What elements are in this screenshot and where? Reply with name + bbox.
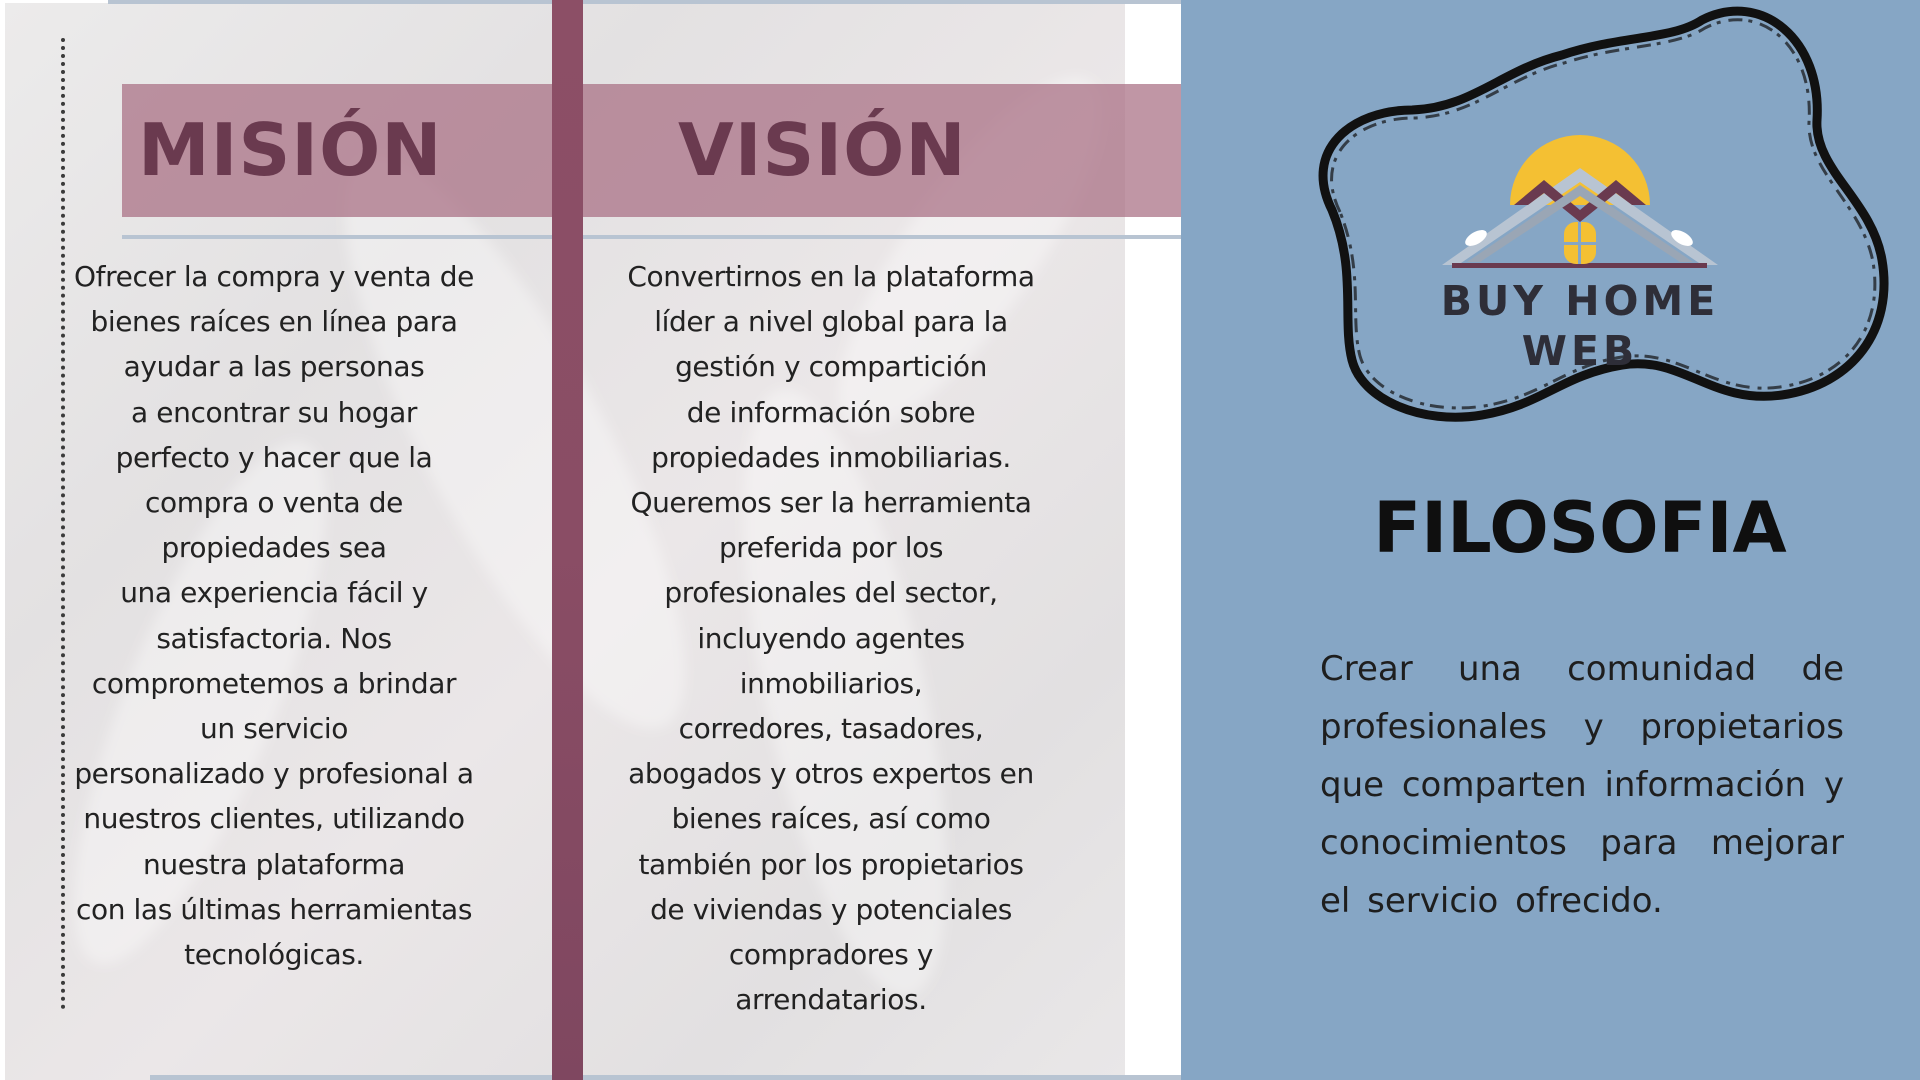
- mision-line: personalizado y profesional a: [74, 757, 474, 791]
- vision-line: gestión y compartición: [675, 350, 987, 384]
- mision-line: comprometemos a brindar: [91, 666, 457, 700]
- vision-line: de información sobre: [686, 395, 976, 429]
- mision-line: perfecto y hacer que la: [115, 440, 433, 474]
- vision-line: también por los propietarios: [638, 847, 1024, 881]
- top-divider: [108, 0, 1181, 4]
- vision-line: preferida por los: [718, 531, 944, 565]
- mision-heading: MISIÓN: [138, 108, 443, 192]
- vision-line: abogados y otros expertos en: [628, 757, 1034, 791]
- filosofia-text: Crear una comunidad de profesionales y propietarios que comparten información y conocimientos para mejorar el servicio ofrecido.: [1320, 649, 1844, 921]
- brand-name: BUY HOME WEB: [1440, 277, 1720, 375]
- mision-line: satisfactoria. Nos: [156, 621, 392, 655]
- mision-line: nuestra plataforma: [143, 847, 405, 881]
- mision-line: un servicio: [200, 712, 348, 746]
- mision-line: con las últimas herramientas: [75, 892, 473, 926]
- vision-line: Convertirnos en la plataforma: [627, 260, 1035, 293]
- vision-line: corredores, tasadores,: [678, 712, 984, 746]
- window-transom: [1564, 242, 1596, 245]
- heading-underline: [122, 235, 1181, 239]
- mision-line: tecnológicas.: [184, 938, 364, 972]
- filosofia-heading: FILOSOFIA: [1373, 487, 1787, 569]
- vision-line: arrendatarios.: [735, 983, 927, 1017]
- vision-line: líder a nivel global para la: [654, 305, 1008, 339]
- vision-heading: VISIÓN: [678, 108, 967, 192]
- house-with-sun-icon: [1442, 135, 1718, 295]
- column-separator-bar: [552, 0, 583, 1080]
- vision-line: de viviendas y potenciales: [650, 892, 1012, 926]
- vision-line: propiedades inmobiliarias.: [651, 440, 1011, 474]
- mision-line: una experiencia fácil y: [120, 576, 428, 610]
- mision-line: bienes raíces en línea para: [90, 305, 458, 339]
- vision-line: bienes raíces, así como: [671, 802, 991, 836]
- vision-line: inmobiliarios,: [739, 666, 923, 700]
- mision-text: [64, 254, 484, 977]
- vision-line: compradores y: [728, 938, 934, 972]
- vision-line: incluyendo agentes: [697, 621, 965, 655]
- bottom-divider: [150, 1075, 1181, 1080]
- mision-line: nuestros clientes, utilizando: [83, 802, 465, 836]
- mision-line: ayudar a las personas: [123, 350, 425, 384]
- mision-line: a encontrar su hogar: [131, 395, 417, 429]
- vision-text: [610, 254, 1052, 1022]
- mision-line: propiedades sea: [161, 531, 387, 565]
- vision-line: Queremos ser la herramienta: [630, 486, 1032, 520]
- vision-line: profesionales del sector,: [664, 576, 998, 610]
- mision-line: Ofrecer la compra y venta de: [74, 260, 474, 293]
- mision-line: compra o venta de: [145, 486, 403, 520]
